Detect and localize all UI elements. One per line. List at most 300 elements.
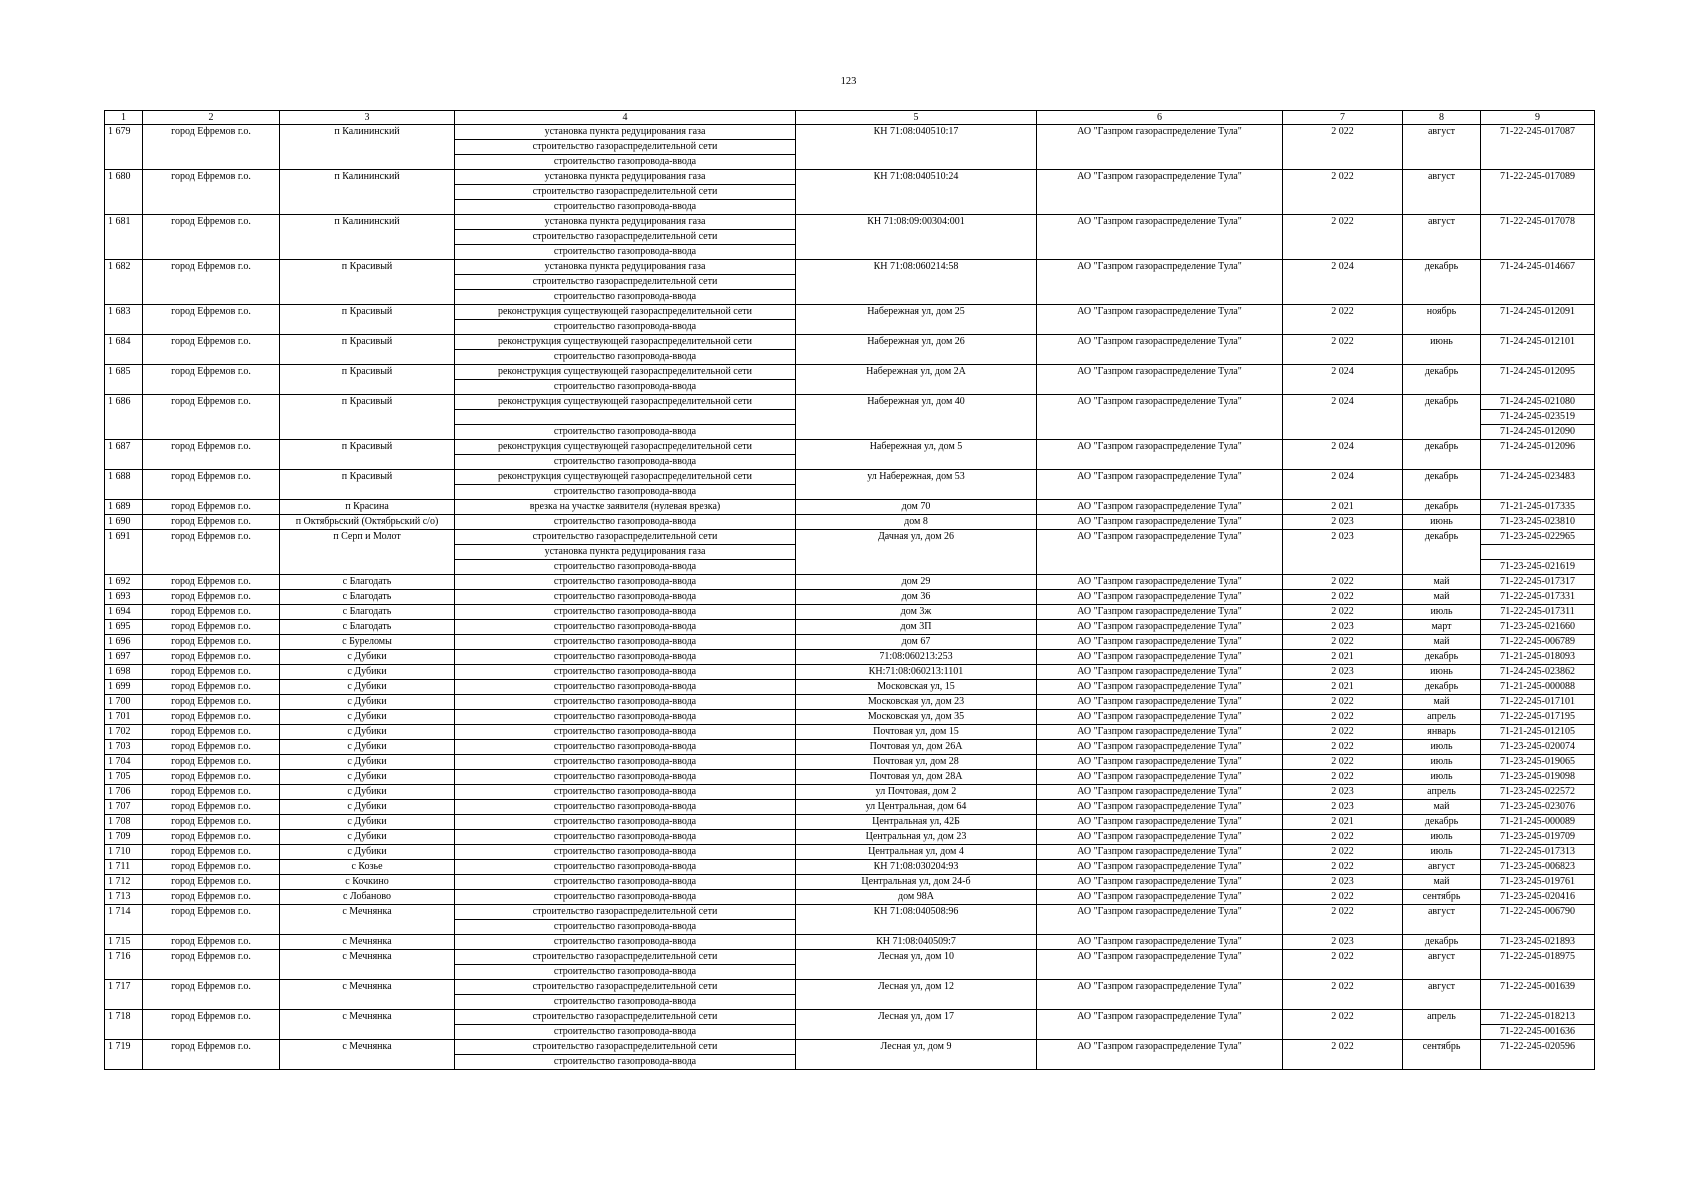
municipality: город Ефремов г.о. (143, 1040, 280, 1070)
municipality: город Ефремов г.о. (143, 635, 280, 650)
permit-code: 71-23-245-020416 (1500, 891, 1575, 902)
work-type (455, 409, 795, 424)
table-row (105, 665, 1595, 680)
row-number: 1 680 (105, 170, 143, 215)
organization: АО "Газпром газораспределение Тула" (1037, 785, 1283, 800)
work-type: строительство газораспределительной сети (532, 1011, 718, 1022)
work-type: строительство газопровода-ввода (455, 244, 795, 259)
work-type: строительство газопровода-ввода (455, 199, 795, 214)
year: 2 021 (1283, 650, 1403, 665)
organization: АО "Газпром газораспределение Тула" (1037, 665, 1283, 680)
year: 2 022 (1283, 635, 1403, 650)
permit-code: 71-22-245-017089 (1500, 171, 1575, 182)
permit-code: 71-22-245-017195 (1500, 711, 1575, 722)
table-row (105, 335, 1595, 365)
work-type: строительство газораспределительной сети (455, 274, 795, 289)
month: декабрь (1403, 365, 1481, 395)
permit-code: 71-22-245-017313 (1500, 846, 1575, 857)
permit-code-cell (1481, 980, 1595, 1010)
municipality: город Ефремов г.о. (143, 335, 280, 365)
permit-code: 71-24-245-012096 (1500, 441, 1575, 452)
column-header: 8 (1403, 111, 1481, 125)
work-type-cell (455, 890, 796, 905)
work-type-cell (455, 635, 796, 650)
permit-code-cell (1481, 710, 1595, 725)
object-address: Почтовая ул, дом 28А (796, 770, 1037, 785)
object-address: Почтовая ул, дом 26А (796, 740, 1037, 755)
month: май (1403, 800, 1481, 815)
municipality: город Ефремов г.о. (143, 1010, 280, 1040)
municipality: город Ефремов г.о. (143, 710, 280, 725)
object-address: 71:08:060213:253 (796, 650, 1037, 665)
settlement: с Кочкино (280, 875, 455, 890)
municipality: город Ефремов г.о. (143, 740, 280, 755)
organization: АО "Газпром газораспределение Тула" (1037, 395, 1283, 440)
row-number: 1 689 (105, 500, 143, 515)
row-number: 1 695 (105, 620, 143, 635)
row-number: 1 715 (105, 935, 143, 950)
municipality: город Ефремов г.о. (143, 695, 280, 710)
table-row (105, 590, 1595, 605)
month: август (1403, 980, 1481, 1010)
organization: АО "Газпром газораспределение Тула" (1037, 770, 1283, 785)
object-address: Дачная ул, дом 26 (796, 530, 1037, 575)
organization: АО "Газпром газораспределение Тула" (1037, 470, 1283, 500)
work-type: строительство газопровода-ввода (455, 154, 795, 169)
year: 2 022 (1283, 335, 1403, 365)
object-address: ул Почтовая, дом 2 (796, 785, 1037, 800)
month: август (1403, 215, 1481, 260)
month: апрель (1403, 710, 1481, 725)
municipality: город Ефремов г.о. (143, 845, 280, 860)
work-type: строительство газопровода-ввода (553, 681, 697, 692)
month: декабрь (1403, 935, 1481, 950)
work-type: строительство газопровода-ввода (553, 606, 697, 617)
work-type-cell (455, 470, 796, 500)
row-number: 1 717 (105, 980, 143, 1010)
permit-code-cell (1481, 170, 1595, 215)
row-number: 1 713 (105, 890, 143, 905)
organization: АО "Газпром газораспределение Тула" (1037, 905, 1283, 935)
organization: АО "Газпром газораспределение Тула" (1037, 125, 1283, 170)
permit-code: 71-22-245-001636 (1481, 1024, 1594, 1039)
organization: АО "Газпром газораспределение Тула" (1037, 860, 1283, 875)
row-number: 1 712 (105, 875, 143, 890)
municipality: город Ефремов г.о. (143, 905, 280, 935)
object-address: КН:71:08:060213:1101 (796, 665, 1037, 680)
year: 2 022 (1283, 755, 1403, 770)
work-type-cell (455, 365, 796, 395)
year: 2 022 (1283, 905, 1403, 935)
work-type-cell (455, 785, 796, 800)
settlement: с Мечнянка (280, 950, 455, 980)
month: сентябрь (1403, 1040, 1481, 1070)
organization: АО "Газпром газораспределение Тула" (1037, 725, 1283, 740)
organization: АО "Газпром газораспределение Тула" (1037, 605, 1283, 620)
row-number: 1 698 (105, 665, 143, 680)
permit-code-cell (1481, 500, 1595, 515)
object-address: дом 3П (796, 620, 1037, 635)
row-number: 1 701 (105, 710, 143, 725)
month: август (1403, 950, 1481, 980)
organization: АО "Газпром газораспределение Тула" (1037, 575, 1283, 590)
work-type-cell (455, 755, 796, 770)
row-number: 1 714 (105, 905, 143, 935)
permit-code-cell (1481, 695, 1595, 710)
month: август (1403, 860, 1481, 875)
year: 2 022 (1283, 770, 1403, 785)
month: май (1403, 575, 1481, 590)
month: май (1403, 635, 1481, 650)
municipality: город Ефремов г.о. (143, 875, 280, 890)
permit-code: 71-22-245-017101 (1500, 696, 1575, 707)
settlement: п Красина (280, 500, 455, 515)
month: декабрь (1403, 530, 1481, 575)
permit-code: 71-23-245-023076 (1500, 801, 1575, 812)
row-number: 1 684 (105, 335, 143, 365)
row-number: 1 687 (105, 440, 143, 470)
month: декабрь (1403, 680, 1481, 695)
permit-code: 71-22-245-017331 (1500, 591, 1575, 602)
work-type: реконструкция существующей газораспределительной сети (497, 471, 753, 482)
row-number: 1 691 (105, 530, 143, 575)
work-type: строительство газопровода-ввода (553, 891, 697, 902)
permit-code-cell (1481, 905, 1595, 935)
work-type: строительство газопровода-ввода (553, 771, 697, 782)
settlement: п Калининский (280, 215, 455, 260)
year: 2 024 (1283, 260, 1403, 305)
settlement: с Дубики (280, 785, 455, 800)
organization: АО "Газпром газораспределение Тула" (1037, 305, 1283, 335)
permit-code-cell (1481, 755, 1595, 770)
object-address: Московская ул, дом 23 (796, 695, 1037, 710)
column-header: 6 (1037, 111, 1283, 125)
table-row (105, 695, 1595, 710)
organization: АО "Газпром газораспределение Тула" (1037, 830, 1283, 845)
month: апрель (1403, 1010, 1481, 1040)
work-type-cell (455, 800, 796, 815)
year: 2 023 (1283, 935, 1403, 950)
work-type-cell (455, 950, 796, 980)
year: 2 023 (1283, 515, 1403, 530)
settlement: с Благодать (280, 575, 455, 590)
settlement: с Дубики (280, 800, 455, 815)
table-row (105, 725, 1595, 740)
permit-code: 71-22-245-001639 (1500, 981, 1575, 992)
permit-code-cell (1481, 305, 1595, 335)
permit-code: 71-23-245-022572 (1500, 786, 1575, 797)
object-address: Почтовая ул, дом 28 (796, 755, 1037, 770)
month: июль (1403, 755, 1481, 770)
year: 2 022 (1283, 215, 1403, 260)
register-table (104, 110, 1595, 1070)
table-row (105, 815, 1595, 830)
work-type-cell (455, 650, 796, 665)
row-number: 1 685 (105, 365, 143, 395)
permit-code-cell (1481, 890, 1595, 905)
object-address: Центральная ул, дом 24-б (796, 875, 1037, 890)
table-row (105, 875, 1595, 890)
work-type-cell (455, 125, 796, 170)
month: май (1403, 590, 1481, 605)
column-header: 4 (455, 111, 796, 125)
table-row (105, 860, 1595, 875)
permit-code: 71-24-245-012101 (1500, 336, 1575, 347)
settlement: с Дубики (280, 680, 455, 695)
object-address: Лесная ул, дом 9 (796, 1040, 1037, 1070)
permit-code-cell (1481, 845, 1595, 860)
permit-code-cell (1481, 215, 1595, 260)
work-type: строительство газопровода-ввода (553, 576, 697, 587)
row-number: 1 706 (105, 785, 143, 800)
work-type: строительство газопровода-ввода (455, 454, 795, 469)
year: 2 023 (1283, 785, 1403, 800)
permit-code-cell (1481, 530, 1595, 575)
month: июль (1403, 740, 1481, 755)
object-address: КН 71:08:09:00304:001 (796, 215, 1037, 260)
organization: АО "Газпром газораспределение Тула" (1037, 650, 1283, 665)
object-address: КН 71:08:040508:96 (796, 905, 1037, 935)
work-type: реконструкция существующей газораспределительной сети (497, 396, 753, 407)
year: 2 022 (1283, 590, 1403, 605)
year: 2 022 (1283, 890, 1403, 905)
permit-code: 71-23-245-019098 (1500, 771, 1575, 782)
settlement: п Красивый (280, 395, 455, 440)
object-address: дом 67 (796, 635, 1037, 650)
permit-code-cell (1481, 395, 1595, 440)
row-number: 1 702 (105, 725, 143, 740)
year: 2 022 (1283, 710, 1403, 725)
row-number: 1 709 (105, 830, 143, 845)
permit-code-cell (1481, 950, 1595, 980)
work-type-cell (455, 215, 796, 260)
work-type-cell (455, 905, 796, 935)
settlement: с Дубики (280, 770, 455, 785)
work-type: строительство газопровода-ввода (455, 349, 795, 364)
header-row (105, 111, 1595, 125)
work-type: строительство газопровода-ввода (553, 801, 697, 812)
permit-code-cell (1481, 440, 1595, 470)
permit-code-cell (1481, 620, 1595, 635)
table-row (105, 830, 1595, 845)
work-type-cell (455, 980, 796, 1010)
work-type: установка пункта редуцирования газа (544, 216, 706, 227)
work-type-cell (455, 935, 796, 950)
municipality: город Ефремов г.о. (143, 575, 280, 590)
table-row (105, 785, 1595, 800)
municipality: город Ефремов г.о. (143, 680, 280, 695)
work-type: строительство газопровода-ввода (553, 846, 697, 857)
work-type-cell (455, 830, 796, 845)
object-address: ул Набережная, дом 53 (796, 470, 1037, 500)
month: сентябрь (1403, 890, 1481, 905)
permit-code: 71-22-245-017078 (1500, 216, 1575, 227)
settlement: с Дубики (280, 695, 455, 710)
work-type: строительство газопровода-ввода (553, 651, 697, 662)
municipality: город Ефремов г.о. (143, 935, 280, 950)
table-row (105, 770, 1595, 785)
settlement: с Благодать (280, 590, 455, 605)
settlement: с Мечнянка (280, 905, 455, 935)
organization: АО "Газпром газораспределение Тула" (1037, 335, 1283, 365)
permit-code: 71-22-245-006789 (1500, 636, 1575, 647)
organization: АО "Газпром газораспределение Тула" (1037, 590, 1283, 605)
permit-code: 71-23-245-019761 (1500, 876, 1575, 887)
permit-code-cell (1481, 800, 1595, 815)
table-row (105, 635, 1595, 650)
year: 2 023 (1283, 665, 1403, 680)
object-address: Набережная ул, дом 2А (796, 365, 1037, 395)
municipality: город Ефремов г.о. (143, 830, 280, 845)
municipality: город Ефремов г.о. (143, 605, 280, 620)
work-type: строительство газопровода-ввода (553, 516, 697, 527)
table-row (105, 935, 1595, 950)
work-type-cell (455, 845, 796, 860)
municipality: город Ефремов г.о. (143, 665, 280, 680)
work-type: строительство газопровода-ввода (455, 994, 795, 1009)
year: 2 023 (1283, 875, 1403, 890)
work-type-cell (455, 590, 796, 605)
month: май (1403, 695, 1481, 710)
month: декабрь (1403, 395, 1481, 440)
table-row (105, 620, 1595, 635)
permit-code-cell (1481, 875, 1595, 890)
year: 2 022 (1283, 170, 1403, 215)
object-address: Лесная ул, дом 17 (796, 1010, 1037, 1040)
work-type: строительство газопровода-ввода (455, 964, 795, 979)
settlement: с Дубики (280, 845, 455, 860)
year: 2 022 (1283, 1040, 1403, 1070)
organization: АО "Газпром газораспределение Тула" (1037, 500, 1283, 515)
municipality: город Ефремов г.о. (143, 170, 280, 215)
table-row (105, 515, 1595, 530)
work-type-cell (455, 665, 796, 680)
permit-code: 71-24-245-021080 (1500, 396, 1575, 407)
table-row (105, 980, 1595, 1010)
municipality: город Ефремов г.о. (143, 215, 280, 260)
permit-code: 71-22-245-017317 (1500, 576, 1575, 587)
permit-code: 71-21-245-000088 (1500, 681, 1575, 692)
month: апрель (1403, 785, 1481, 800)
permit-code-cell (1481, 1010, 1595, 1040)
year: 2 022 (1283, 740, 1403, 755)
table-row (105, 215, 1595, 260)
work-type: строительство газопровода-ввода (455, 424, 795, 439)
year: 2 022 (1283, 950, 1403, 980)
month: декабрь (1403, 440, 1481, 470)
municipality: город Ефремов г.о. (143, 725, 280, 740)
table-row (105, 395, 1595, 440)
row-number: 1 693 (105, 590, 143, 605)
object-address: Почтовая ул, дом 15 (796, 725, 1037, 740)
municipality: город Ефремов г.о. (143, 785, 280, 800)
table-row (105, 740, 1595, 755)
object-address: КН 71:08:040509:7 (796, 935, 1037, 950)
permit-code: 71-21-245-012105 (1500, 726, 1575, 737)
month: ноябрь (1403, 305, 1481, 335)
object-address: Центральная ул, дом 4 (796, 845, 1037, 860)
year: 2 022 (1283, 845, 1403, 860)
organization: АО "Газпром газораспределение Тула" (1037, 365, 1283, 395)
work-type-cell (455, 770, 796, 785)
permit-code: 71-23-245-020074 (1500, 741, 1575, 752)
organization: АО "Газпром газораспределение Тула" (1037, 515, 1283, 530)
row-number: 1 682 (105, 260, 143, 305)
object-address: Набережная ул, дом 26 (796, 335, 1037, 365)
organization: АО "Газпром газораспределение Тула" (1037, 980, 1283, 1010)
organization: АО "Газпром газораспределение Тула" (1037, 680, 1283, 695)
month: декабрь (1403, 470, 1481, 500)
permit-code: 71-24-245-012095 (1500, 366, 1575, 377)
organization: АО "Газпром газораспределение Тула" (1037, 1010, 1283, 1040)
settlement: с Мечнянка (280, 980, 455, 1010)
work-type: строительство газопровода-ввода (553, 756, 697, 767)
table-row (105, 440, 1595, 470)
month: июль (1403, 770, 1481, 785)
row-number: 1 699 (105, 680, 143, 695)
work-type: строительство газопровода-ввода (455, 559, 795, 574)
row-number: 1 679 (105, 125, 143, 170)
month: июнь (1403, 335, 1481, 365)
municipality: город Ефремов г.о. (143, 770, 280, 785)
settlement: с Дубики (280, 710, 455, 725)
object-address: Лесная ул, дом 12 (796, 980, 1037, 1010)
permit-code-cell (1481, 725, 1595, 740)
permit-code-cell (1481, 575, 1595, 590)
row-number: 1 690 (105, 515, 143, 530)
work-type: строительство газопровода-ввода (455, 319, 795, 334)
year: 2 023 (1283, 800, 1403, 815)
work-type-cell (455, 620, 796, 635)
object-address: дом 8 (796, 515, 1037, 530)
row-number: 1 719 (105, 1040, 143, 1070)
permit-code-cell (1481, 830, 1595, 845)
year: 2 022 (1283, 860, 1403, 875)
table-row (105, 305, 1595, 335)
month: март (1403, 620, 1481, 635)
row-number: 1 704 (105, 755, 143, 770)
permit-code: 71-23-245-006823 (1500, 861, 1575, 872)
work-type: установка пункта редуцирования газа (544, 171, 706, 182)
table-row (105, 800, 1595, 815)
year: 2 021 (1283, 500, 1403, 515)
work-type-cell (455, 605, 796, 620)
column-header: 3 (280, 111, 455, 125)
municipality: город Ефремов г.о. (143, 365, 280, 395)
table-row (105, 650, 1595, 665)
settlement: п Красивый (280, 260, 455, 305)
year: 2 022 (1283, 980, 1403, 1010)
municipality: город Ефремов г.о. (143, 530, 280, 575)
municipality: город Ефремов г.о. (143, 500, 280, 515)
organization: АО "Газпром газораспределение Тула" (1037, 1040, 1283, 1070)
municipality: город Ефремов г.о. (143, 800, 280, 815)
permit-code-cell (1481, 815, 1595, 830)
organization: АО "Газпром газораспределение Тула" (1037, 800, 1283, 815)
row-number: 1 697 (105, 650, 143, 665)
row-number: 1 696 (105, 635, 143, 650)
work-type-cell (455, 170, 796, 215)
work-type: строительство газораспределительной сети (532, 951, 718, 962)
object-address: Набережная ул, дом 40 (796, 395, 1037, 440)
year: 2 022 (1283, 725, 1403, 740)
work-type: строительство газопровода-ввода (553, 831, 697, 842)
month: август (1403, 170, 1481, 215)
column-header: 7 (1283, 111, 1403, 125)
municipality: город Ефремов г.о. (143, 125, 280, 170)
work-type: строительство газораспределительной сети (455, 139, 795, 154)
work-type: строительство газопровода-ввода (553, 696, 697, 707)
